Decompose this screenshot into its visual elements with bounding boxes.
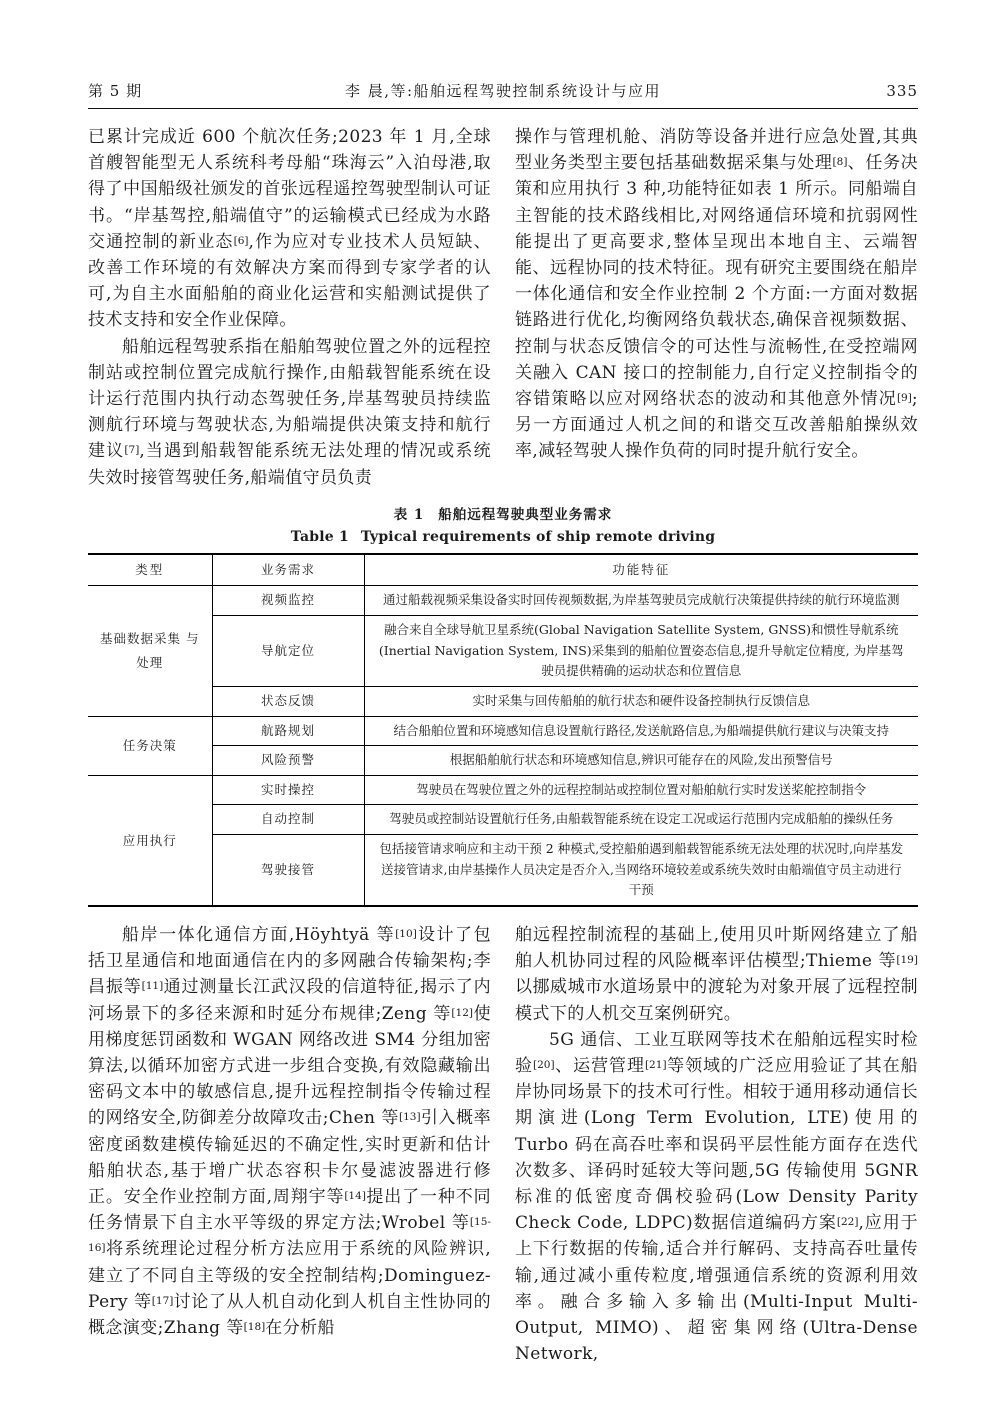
table-row bbox=[88, 716, 918, 746]
table-caption-zh-label: 表 1 bbox=[393, 506, 425, 523]
bottom-body-columns bbox=[88, 922, 918, 1367]
paragraph: 操作与管理机舱、消防等设备并进行应急处置,其典型业务类型主要包括基础数据采集与处理[8]、任务决策和应用执行 3 种,功能特征如表 1 所示。同船端自主智能的技术路线相比,对网络通信环境和抗弱网性能提出了更高要求,整体呈现出本地自主、云端智能、远程协同的技术特征。现有研究主要围绕在船岸一体化通信和安全作业控制 2 个方面:一方面对数据链路进行优化,均衡网络负载状态,确保音视频数据、控制与状态反馈信令的可达性与流畅性,在受控端网关融入 CAN 接口的控制能力,自行定义控制指令的容错策略以应对网络状态的波动和其他意外情况[9];另一方面通过人机之间的和谐交互改善船舶操纵效率,减轻驾驶人操作负荷的同时提升航行安全。 bbox=[515, 127, 918, 462]
requirements-table bbox=[88, 553, 918, 907]
requirement-cell: 自动控制 bbox=[212, 805, 364, 835]
paragraph: 已累计完成近 600 个航次任务;2023 年 1 月,全球首艘智能型无人系统科考母船“珠海云”入泊母港,取得了中国船级社颁发的首张远程遥控驾驶型制认可证书。“岸基驾控,船端值守”的运输模式已经成为水路交通控制的新业态[6],作为应对专业技术人员短缺、改善工作环境的有效解决方案而得到专家学者的认可,为自主水面船舶的商业化运营和实船测试提供了技术支持和安全作业保障。 bbox=[88, 127, 491, 331]
column-header-type: 类型 bbox=[88, 554, 212, 586]
journal-issue: 第 5 期 bbox=[88, 82, 143, 100]
type-cell-application: 应用执行 bbox=[88, 775, 212, 906]
requirement-cell: 视频监控 bbox=[212, 586, 364, 616]
column-header-requirement: 业务需求 bbox=[212, 554, 364, 586]
table-row bbox=[88, 835, 918, 906]
table-row bbox=[88, 805, 918, 835]
right-column-top bbox=[515, 124, 918, 491]
paragraph: 船舶远程驾驶系指在船舶驾驶位置之外的远程控制站或控制位置完成航行操作,由船载智能系统在设计运行范围内执行动态驾驶任务,岸基驾驶员持续监测航行环境与驾驶状态,为船端提供决策支持和航行建议[7],当遇到船载智能系统无法处理的情况或系统失效时接管驾驶任务,船端值守员负责 bbox=[88, 336, 491, 488]
top-body-columns bbox=[88, 124, 918, 491]
requirement-cell: 导航定位 bbox=[212, 616, 364, 687]
type-cell-task-decision: 任务决策 bbox=[88, 716, 212, 775]
table-row bbox=[88, 686, 918, 716]
page-header bbox=[88, 80, 918, 101]
feature-cell: 根据船舶航行状态和环境感知信息,辨识可能存在的风险,发出预警信号 bbox=[364, 746, 918, 776]
feature-cell: 融合来自全球导航卫星系统(Global Navigation Satellite System, GNSS)和惯性导航系统 (Inertial Navigation System, INS)采集到的船舶位置姿态信息,提升导航定位精度, 为岸基驾驶员提供精确的运动状态和位置信息 bbox=[364, 616, 918, 687]
requirement-cell: 航路规划 bbox=[212, 716, 364, 746]
header-rule bbox=[88, 108, 918, 109]
feature-cell: 实时采集与回传船舶的航行状态和硬件设备控制执行反馈信息 bbox=[364, 686, 918, 716]
feature-cell: 通过船载视频采集设备实时回传视频数据,为岸基驾驶员完成航行决策提供持续的航行环境监测 bbox=[364, 586, 918, 616]
column-header-feature: 功能特征 bbox=[364, 554, 918, 586]
table-row bbox=[88, 746, 918, 776]
requirement-cell: 实时操控 bbox=[212, 775, 364, 805]
left-column-top bbox=[88, 124, 491, 491]
requirement-cell: 风险预警 bbox=[212, 746, 364, 776]
type-cell-basic-data: 基础数据采集 与处理 bbox=[88, 586, 212, 716]
table-caption-en-text: Typical requirements of ship remote driving bbox=[360, 528, 716, 545]
table-row bbox=[88, 586, 918, 616]
table-caption-zh bbox=[88, 503, 918, 523]
table-caption-en bbox=[88, 529, 918, 545]
table-caption-en-label: Table 1 bbox=[290, 528, 349, 545]
table-row bbox=[88, 775, 918, 805]
table-caption-zh-text: 船舶远程驾驶典型业务需求 bbox=[438, 506, 613, 523]
table-head bbox=[88, 554, 918, 586]
paragraph: 船岸一体化通信方面,Höyhtyä 等[10]设计了包括卫星通信和地面通信在内的多网融合传输架构;李昌振等[11]通过测量长江武汉段的信道特征,揭示了内河场景下的多径来源和时延分布规律;Zeng 等[12]使用梯度惩罚函数和 WGAN 网络改进 SM4 分组加密算法,以循环加密方式进一步组合变换,有效隐藏输出密码文本中的敏感信息,提升远程控制指令传输过程的网络安全,防御差分故障攻击;Chen 等[13]引入概率密度函数建模传输延迟的不确定性,实时更新和估计船舶状态,基于增广状态容积卡尔曼滤波器进行修正。安全作业控制方面,周翔宇等[14]提出了一种不同任务情景下自主水平等级的界定方法;Wrobel 等[15-16]将系统理论过程分析方法应用于系统的风险辨识,建立了不同自主等级的安全控制结构;Dominguez-Pery 等[17]讨论了从人机自动化到人机自主性协同的概念演变;Zhang 等[18]在分析船 bbox=[88, 924, 491, 1339]
page-content bbox=[88, 0, 918, 1367]
table-row bbox=[88, 616, 918, 687]
table-body bbox=[88, 586, 918, 906]
table-header-row bbox=[88, 554, 918, 586]
paragraph: 5G 通信、工业互联网等技术在船舶远程实时检验[20]、运营管理[21]等领域的广泛应用验证了其在船岸协同场景下的技术可行性。相较于通用移动通信长期演进(Long Term Evolution, LTE)使用的 Turbo 码在高吞吐率和误码平层性能方面存在迭代次数多、译码时延较大等问题,5G 传输使用 5GNR 标准的低密度奇偶校验码(Low Density Parity Check Code, LDPC)数据信道编码方案[22],应用于上下行数据的传输,适合并行解码、支持高吞吐量传输,通过减小重传粒度,增强通信系统的资源利用效率。融合多输入多输出(Multi-Input Multi-Output, MIMO)、超密集网络(Ultra-Dense Network, bbox=[515, 1029, 919, 1365]
running-title: 李 晨,等:船舶远程驾驶控制系统设计与应用 bbox=[344, 82, 662, 100]
left-column-bottom bbox=[88, 922, 491, 1367]
feature-cell: 包括接管请求响应和主动干预 2 种模式,受控船舶遇到船载智能系统无法处理的状况时,向岸基发送接管请求,由岸基操作人员决定是否介入,当网络环境较差或系统失效时由船端值守员主动进行干预 bbox=[364, 835, 918, 906]
requirement-cell: 状态反馈 bbox=[212, 686, 364, 716]
feature-cell: 驾驶员或控制站设置航行任务,由船载智能系统在设定工况或运行范围内完成船舶的操纵任务 bbox=[364, 805, 918, 835]
paragraph: 舶远程控制流程的基础上,使用贝叶斯网络建立了船舶人机协同过程的风险概率评估模型;Thieme 等[19]以挪威城市水道场景中的渡轮为对象开展了远程控制模式下的人机交互案例研究。 bbox=[515, 924, 918, 1024]
right-column-bottom bbox=[515, 922, 918, 1367]
feature-cell: 结合船舶位置和环境感知信息设置航行路径,发送航路信息,为船端提供航行建议与决策支持 bbox=[364, 716, 918, 746]
feature-cell: 驾驶员在驾驶位置之外的远程控制站或控制位置对船舶航行实时发送桨舵控制指令 bbox=[364, 775, 918, 805]
requirement-cell: 驾驶接管 bbox=[212, 835, 364, 906]
page-number: 335 bbox=[886, 82, 918, 100]
